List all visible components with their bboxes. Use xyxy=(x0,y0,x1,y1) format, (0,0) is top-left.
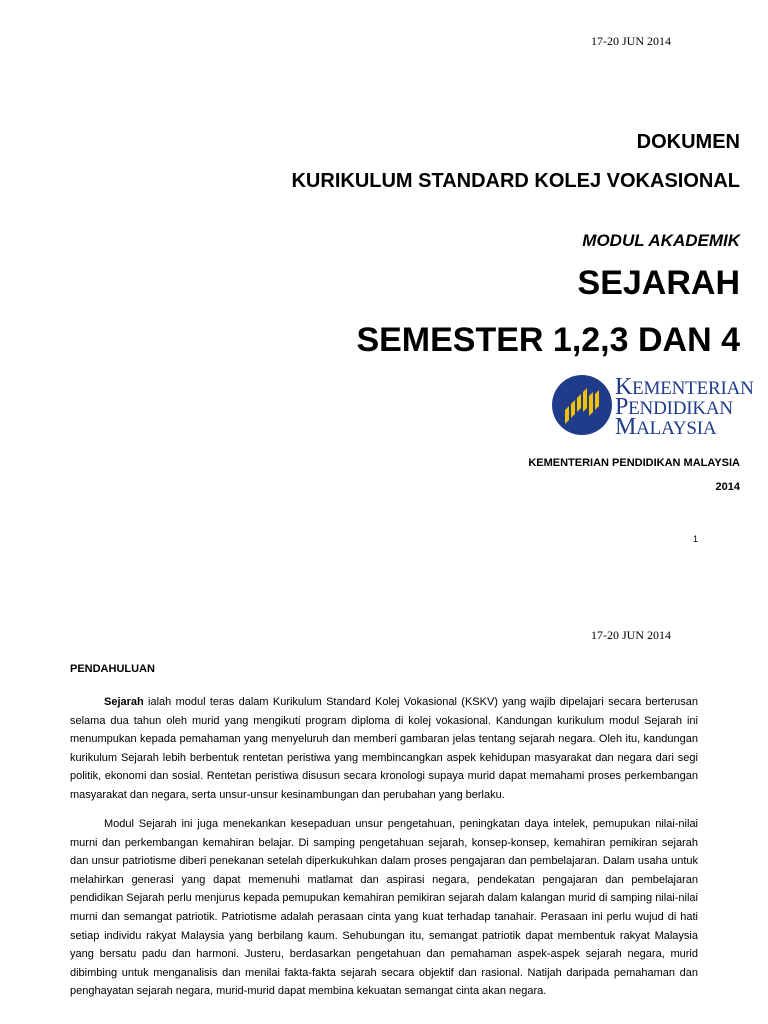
page-number: 1 xyxy=(692,534,698,544)
semester-title: SEMESTER 1,2,3 DAN 4 xyxy=(356,321,740,359)
document-subtitle: KURIKULUM STANDARD KOLEJ VOKASIONAL xyxy=(291,170,740,192)
module-type: MODUL AKADEMIK xyxy=(582,231,740,250)
ministry-logo xyxy=(551,374,754,440)
intro-paragraph-2: Modul Sejarah ini juga menekankan kesepaduan unsur pengetahuan, peningkatan daya intelek, pemupukan nilai-nilai murni dan perkembangan kemahiran belajar. Di samping pengetahuan sejarah, konsep-konsep, kemahiran pemikiran sejarah dan unsur patriotisme diberi penekanan setelah diperkukuhkan dalam proses pengajaran dan pembelajaran. Dalam usaha untuk melahirkan generasi yang dapat memenuhi matlamat dan aspirasi negara, pendekatan pengajaran dan pembelajaran pendidikan Sejarah perlu menjurus kepada pemupukan kemahiran pemikiran sejarah dalam kalangan murid di samping nilai-nilai murni dan semangat patriotik. Patriotisme adalah perasaan cinta yang kuat terhadap tanahair. Perasaan ini perlu wujud di hati setiap individu rakyat Malaysia yang berbilang kaum. Sehubungan itu, semangat patriotik dapat membentuk rakyat Malaysia yang bersatu padu dan harmoni. Justeru, berdasarkan pengetahuan dan pemahaman aspek-aspek sejarah negara, murid dibimbing untuk menganalisis dan menilai fakta-fakta sejarah secara objektif dan rasional. Natijah daripada pemahaman dan penghayatan sejarah negara, murid-murid dapat membina kekuatan semangat cinta akan negara. xyxy=(70,818,698,998)
ministry-logo-wordmark: KEMENTERIAN PENDIDIKAN MALAYSIA xyxy=(615,374,754,440)
page2-header-date: 17-20 JUN 2014 xyxy=(591,628,671,642)
ministry-emblem-icon xyxy=(551,374,613,436)
subject-title: SEJARAH xyxy=(577,264,740,302)
document-year: 2014 xyxy=(715,481,740,493)
header-date: 17-20 JUN 2014 xyxy=(591,34,671,48)
section-heading: PENDAHULUAN xyxy=(70,663,155,675)
para1-bold-term: Sejarah xyxy=(104,696,144,708)
intro-paragraph-1 xyxy=(70,693,698,805)
para1-text: ialah modul teras dalam Kurikulum Standard Kolej Vokasional (KSKV) yang wajib dipelajari secara berterusan selama dua tahun oleh murid yang mengikuti program diploma di kolej vokasional. Kandungan kurikulum modul Sejarah ini menumpukan kepada pemahaman yang menyeluruh dan memberi gambaran jelas tentang sejarah negara. Oleh itu, kandungan kurikulum Sejarah lebih berbentuk rentetan peristiwa yang membincangkan aspek kehidupan masyarakat dan negara dari segi politik, ekonomi dan sosial. Rentetan peristiwa disusun secara kronologi supaya murid dapat memahami proses perkembangan masyarakat dan negara, serta unsur-unsur kesinambungan dan perubahan yang berlaku. xyxy=(70,696,698,801)
document-title: DOKUMEN xyxy=(636,131,740,153)
ministry-name: KEMENTERIAN PENDIDIKAN MALAYSIA xyxy=(528,457,740,469)
